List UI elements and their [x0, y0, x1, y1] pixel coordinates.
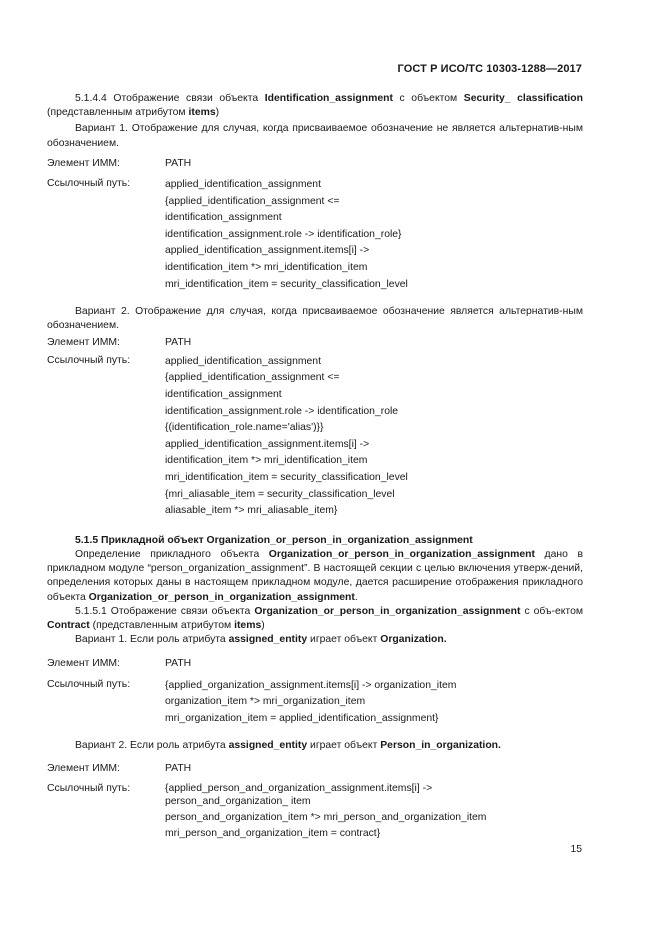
path-line: identification_item *> mri_identification_item	[165, 455, 368, 467]
path-line: {applied_identification_assignment <=	[165, 195, 340, 207]
path-line: {(identification_role.name='alias')}}	[165, 422, 324, 434]
elem-imm-row: Элемент ИММ: PATH	[47, 336, 192, 348]
ref-path-lines	[165, 782, 583, 843]
path-line: aliasable_item *> mri_aliasable_item}	[165, 505, 338, 517]
path-line: person_and_organization_item *> mri_person_and_organization_item	[165, 811, 487, 823]
path-line: {applied_person_and_organization_assignment.items[i] -> person_and_organization_ item	[165, 782, 433, 807]
path-line: identification_assignment.role -> identification_role}	[165, 228, 402, 240]
ref-path-row: Ссылочный путь: applied_identification_assignment {applied_identification_assignment <= identification_assignment identification_assignment.role -> identification_role} applied_identification_assignment.items[i] -> identification_item *> mri_identification_item mri_identification_item = security_classification_level	[47, 177, 583, 293]
ref-path-row: Ссылочный путь: {applied_organization_assignment.items[i] -> organization_item organization_item *> mri_organization_item mri_organization_item = applied_identification_assignment}	[47, 678, 583, 728]
path-line: mri_organization_item = applied_identification_assignment}	[165, 712, 439, 724]
path-line: applied_identification_assignment	[165, 355, 321, 367]
path-line: identification_item *> mri_identification_item	[165, 261, 368, 273]
ref-path-lines	[165, 177, 583, 293]
variant-2-text: Вариант 2. Если роль атрибута assigned_entity играет объект Person_in_organization.	[75, 740, 501, 752]
ref-path-lines	[165, 354, 583, 520]
path-line: mri_person_and_organization_item = contract}	[165, 828, 381, 840]
path-line: identification_assignment	[165, 212, 282, 224]
elem-imm-row: Элемент ИММ: PATH	[47, 157, 192, 169]
variant-2-text: Вариант 2. Отображение для случая, когда присваиваемое обозначение является альтернатив-ным обозначением.	[47, 306, 583, 332]
path-line: identification_assignment.role -> identification_role	[165, 405, 399, 417]
ref-path-lines	[165, 678, 583, 728]
document-body	[47, 92, 583, 843]
ref-path-row: Ссылочный путь: applied_identification_assignment {applied_identification_assignment <= identification_assignment identification_assignment.role -> identification_role {(identification_role.name='alias')}} applied_identification_assignment.items[i] -> identification_item *> mri_identification_item mri_identification_item = security_classification_level {mri_aliasable_item = security_classification_level aliasable_item *> mri_aliasable_item}	[47, 354, 583, 520]
path-line: applied_identification_assignment.items[i] ->	[165, 438, 370, 450]
path-line: mri_identification_item = security_classification_level	[165, 471, 408, 483]
ref-path-row: Ссылочный путь: {applied_person_and_organization_assignment.items[i] -> person_and_organization_ item person_and_organization_item *> mri_person_and_organization_item mri_person_and_organization_item = contract}	[47, 782, 583, 843]
definition-paragraph: Определение прикладного объекта Organization_or_person_in_organization_assignment дано в прикладном модуле “person_organization_assignment”. В настоящей секции с целью включения утверж-дений, определения которых даны в настоящем прикладном модуле, дается расширение отображения прикладного объекта Organization_or_person_in_organization_assignment.	[47, 548, 583, 603]
section-heading-5-1-5-1: 5.1.5.1 Отображение связи объекта Organization_or_person_in_organization_assignment с объ-ектом Contract (представленным атрибутом items)	[47, 605, 583, 631]
path-line: applied_identification_assignment.items[i] ->	[165, 245, 370, 257]
path-line: mri_identification_item = security_classification_level	[165, 278, 408, 290]
path-line: identification_assignment	[165, 388, 282, 400]
document-code: ГОСТ Р ИСО/ТС 10303-1288—2017	[397, 63, 582, 75]
variant-1-text: Вариант 1. Если роль атрибута assigned_entity играет объект Organization.	[75, 634, 447, 646]
variant-1-text: Вариант 1. Отображение для случая, когда присваиваемое обозначение не является альтернатив-ным обозначением.	[47, 123, 583, 149]
section-heading-5-1-4-4: 5.1.4.4 Отображение связи объекта Identification_assignment с объектом Security_ classification (представленным атрибутом items)	[47, 93, 583, 119]
page-number: 15	[570, 844, 582, 855]
path-line: {applied_identification_assignment <=	[165, 372, 340, 384]
path-line: {mri_aliasable_item = security_classification_level	[165, 488, 395, 500]
path-line: organization_item *> mri_organization_item	[165, 696, 366, 708]
path-line: {applied_organization_assignment.items[i] -> organization_item	[165, 679, 457, 691]
elem-imm-row: Элемент ИММ: PATH	[47, 658, 192, 670]
path-line: applied_identification_assignment	[165, 179, 321, 191]
section-heading-5-1-5: 5.1.5 Прикладной объект Organization_or_person_in_organization_assignment	[75, 534, 473, 546]
elem-imm-row: Элемент ИММ: PATH	[47, 762, 192, 774]
